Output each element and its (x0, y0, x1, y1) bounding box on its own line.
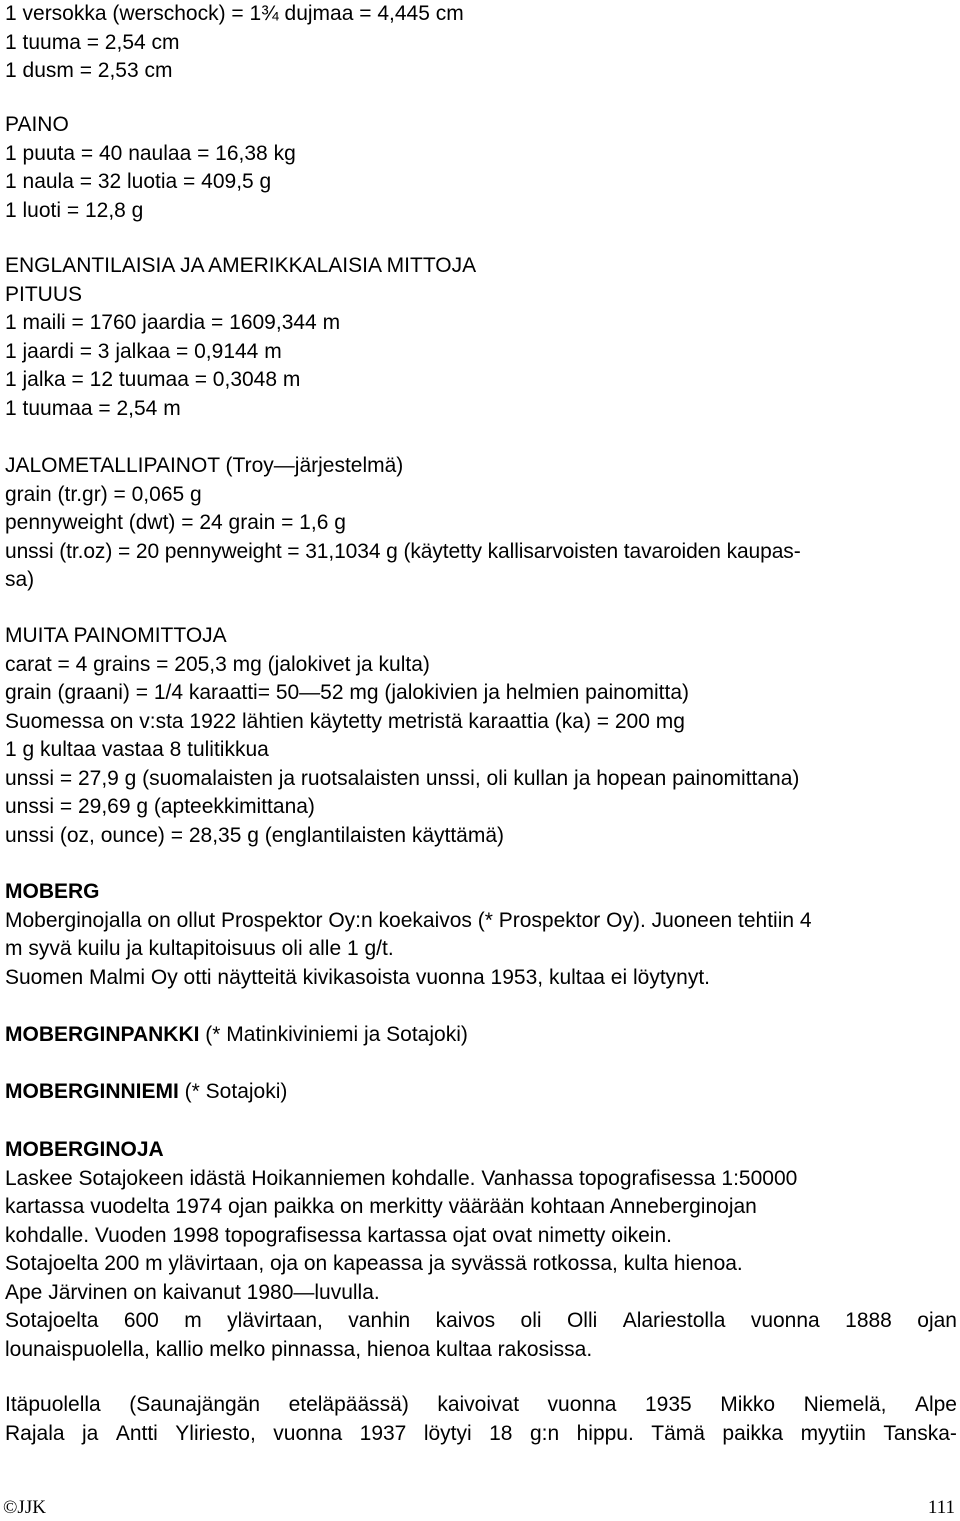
section-heading: MOBERG (5, 880, 100, 903)
section-heading: MUITA PAINOMITTOJA (5, 624, 227, 647)
word: ja (82, 1421, 99, 1445)
word: hippu. (576, 1421, 634, 1445)
section-moberginpankki (5, 1021, 957, 1050)
word: ylävirtaan, (227, 1309, 323, 1332)
word: Yliriesto, (175, 1421, 256, 1445)
text-line: m syvä kuilu ja kultapitoisuus oli alle 1 g/t. (5, 937, 394, 960)
section-paino (5, 111, 957, 225)
word: paikka (722, 1421, 784, 1445)
text-line: sa) (5, 568, 35, 591)
word: 18 (489, 1421, 513, 1445)
word: vanhin (348, 1309, 411, 1332)
section-heading: MOBERGINNIEMI (5, 1080, 179, 1103)
text-line: Moberginojalla on ollut Prospektor Oy:n koekaivos (* Prospektor Oy). Juoneen tehtiin 4 (5, 908, 812, 932)
section-heading: MOBERGINPANKKI (5, 1023, 200, 1046)
word: 600 (123, 1309, 159, 1332)
section-subheading: PITUUS (5, 282, 83, 306)
text-line (5, 1021, 957, 1050)
text-line: Sotajoelta 200 m ylävirtaan, oja on kapeassa ja syvässä rotkossa, kulta hienoa. (5, 1252, 743, 1275)
text-line: unssi (oz, ounce) = 28,35 g (englantilaisten käyttämä) (5, 823, 505, 847)
text-line: 1 jaardi = 3 jalkaa = 0,9144 m (5, 339, 282, 363)
word: vuonna (750, 1309, 820, 1332)
word: Alpe (914, 1393, 957, 1416)
word: eteläpäässä) (288, 1393, 409, 1416)
word: Sotajoelta (5, 1309, 99, 1332)
text-line: carat = 4 grains = 205,3 mg (jalokivet ja kulta) (5, 652, 430, 676)
text-line: 1 tuumaa = 2,54 m (5, 396, 181, 420)
text-line: 1 versokka (werschock) = 1¾ dujmaa = 4,445 cm (5, 2, 464, 25)
justified-line (5, 1391, 957, 1420)
word: 1888 (845, 1309, 892, 1332)
page-number: 111 (927, 1497, 955, 1518)
text-line: unssi (tr.oz) = 20 pennyweight = 31,1034 g (käytetty kallisarvoisten tavaroiden kaupas- (5, 539, 801, 563)
word: m (184, 1309, 202, 1332)
text-line: Suomessa on v:sta 1922 lähtien käytetty metristä karaattia (ka) = 200 mg (5, 709, 685, 733)
conversion-block-length (5, 0, 957, 86)
word: Mikko (720, 1393, 776, 1416)
word: 1935 (644, 1393, 692, 1416)
word: kaivoivat (437, 1393, 520, 1416)
text-line: 1 naula = 32 luotia = 409,5 g (5, 170, 272, 193)
text-line: pennyweight (dwt) = 24 grain = 1,6 g (5, 511, 346, 534)
text-line: 1 dusm = 2,53 cm (5, 59, 173, 82)
text-line: 1 luoti = 12,8 g (5, 198, 144, 222)
text-line (5, 1078, 957, 1107)
word: (Saunajängän (129, 1393, 261, 1416)
section-heading: PAINO (5, 113, 69, 136)
word: Tanska- (883, 1421, 957, 1445)
text-line: unssi = 29,69 g (apteekkimittana) (5, 795, 315, 818)
word: löytyi (423, 1421, 472, 1445)
text-line: kartassa vuodelta 1974 ojan paikka on merkitty väärään kohtaan Anneberginojan (5, 1195, 757, 1218)
word: Tämä (651, 1421, 705, 1445)
text-line: lounaispuolella, kallio melko pinnassa, hienoa kultaa rakosissa. (5, 1337, 593, 1361)
word: Olli (566, 1309, 598, 1332)
text-line: unssi = 27,9 g (suomalaisten ja ruotsalaisten unssi, oli kullan ja hopean painomittana) (5, 766, 800, 790)
word: myytiin (800, 1421, 866, 1445)
justified-line (5, 1307, 957, 1336)
section-moberginoja (5, 1136, 957, 1364)
word: ojan (917, 1309, 957, 1332)
section-moberg (5, 878, 957, 992)
section-english-measures (5, 252, 957, 423)
section-muita (5, 622, 957, 850)
section-troy (5, 452, 957, 595)
word: Niemelä, (803, 1393, 887, 1416)
word: oli (520, 1309, 542, 1332)
word: Rajala (5, 1421, 65, 1445)
text-line: grain (tr.gr) = 0,065 g (5, 482, 202, 506)
footer-copyright: ©JJK (3, 1497, 46, 1518)
word: kaivos (435, 1309, 496, 1332)
text-line: Suomen Malmi Oy otti näytteitä kivikasoista vuonna 1953, kultaa ei löytynyt. (5, 965, 711, 989)
word: vuonna (547, 1393, 617, 1416)
text-line: grain (graani) = 1/4 karaatti= 50—52 mg (jalokivien ja helmien painomitta) (5, 681, 690, 704)
text-line: 1 tuuma = 2,54 cm (5, 30, 180, 54)
justified-line (5, 1420, 957, 1449)
text-line: 1 jalka = 12 tuumaa = 0,3048 m (5, 368, 301, 391)
text-line: Laskee Sotajokeen idästä Hoikanniemen kohdalle. Vanhassa topografisessa 1:50000 (5, 1166, 798, 1190)
word: Itäpuolella (5, 1393, 101, 1416)
word: 1937 (359, 1421, 407, 1445)
text-line: 1 puuta = 40 naulaa = 16,38 kg (5, 141, 296, 165)
heading-note: (* Matinkiviniemi ja Sotajoki) (199, 1023, 468, 1046)
heading-note: (* Sotajoki) (178, 1080, 288, 1103)
section-moberginniemi (5, 1078, 957, 1107)
section-heading: MOBERGINOJA (5, 1138, 164, 1161)
section-heading: ENGLANTILAISIA JA AMERIKKALAISIA MITTOJA (5, 254, 477, 277)
text-line: 1 g kultaa vastaa 8 tulitikkua (5, 738, 269, 761)
text-line: Ape Järvinen on kaivanut 1980—luvulla. (5, 1280, 380, 1304)
word: vuonna (273, 1421, 343, 1445)
word: g:n (529, 1421, 560, 1445)
text-line: kohdalle. Vuoden 1998 topografisessa kartassa ojat ovat nimetty oikein. (5, 1223, 672, 1247)
word: Antti (115, 1421, 158, 1445)
word: Alariestolla (622, 1309, 726, 1332)
section-heading: JALOMETALLIPAINOT (Troy—järjestelmä) (5, 454, 404, 477)
text-line: 1 maili = 1760 jaardia = 1609,344 m (5, 311, 341, 334)
section-itapuolella (5, 1391, 957, 1448)
